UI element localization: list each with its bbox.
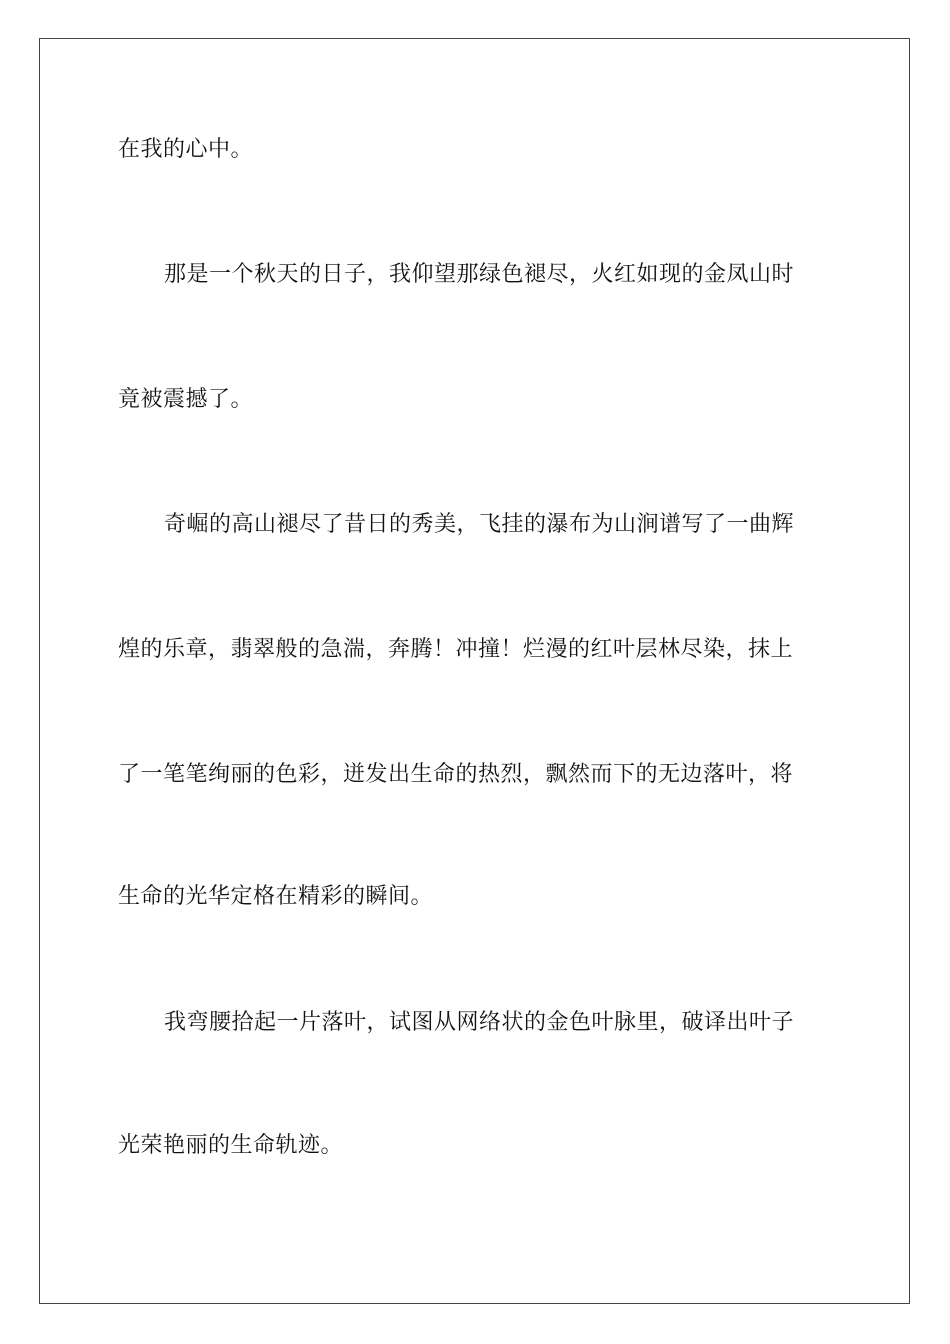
text-line-1: 在我的心中。 bbox=[118, 137, 254, 162]
text-line-8: 我弯腰拾起一片落叶，试图从网络状的金色叶脉里，破译出叶子 bbox=[164, 1010, 795, 1035]
page-border bbox=[39, 38, 910, 1304]
text-line-6: 了一笔笔绚丽的色彩，迸发出生命的热烈，飘然而下的无边落叶，将 bbox=[118, 762, 794, 787]
text-line-5: 煌的乐章，翡翠般的急湍，奔腾！冲撞！烂漫的红叶层林尽染，抹上 bbox=[118, 637, 794, 662]
text-line-7: 生命的光华定格在精彩的瞬间。 bbox=[118, 884, 434, 909]
text-line-4: 奇崛的高山褪尽了昔日的秀美，飞挂的瀑布为山涧谱写了一曲辉 bbox=[164, 512, 795, 537]
text-line-3: 竟被震撼了。 bbox=[118, 387, 254, 412]
text-line-9: 光荣艳丽的生命轨迹。 bbox=[118, 1133, 344, 1158]
text-line-2: 那是一个秋天的日子，我仰望那绿色褪尽，火红如现的金凤山时 bbox=[164, 262, 795, 287]
